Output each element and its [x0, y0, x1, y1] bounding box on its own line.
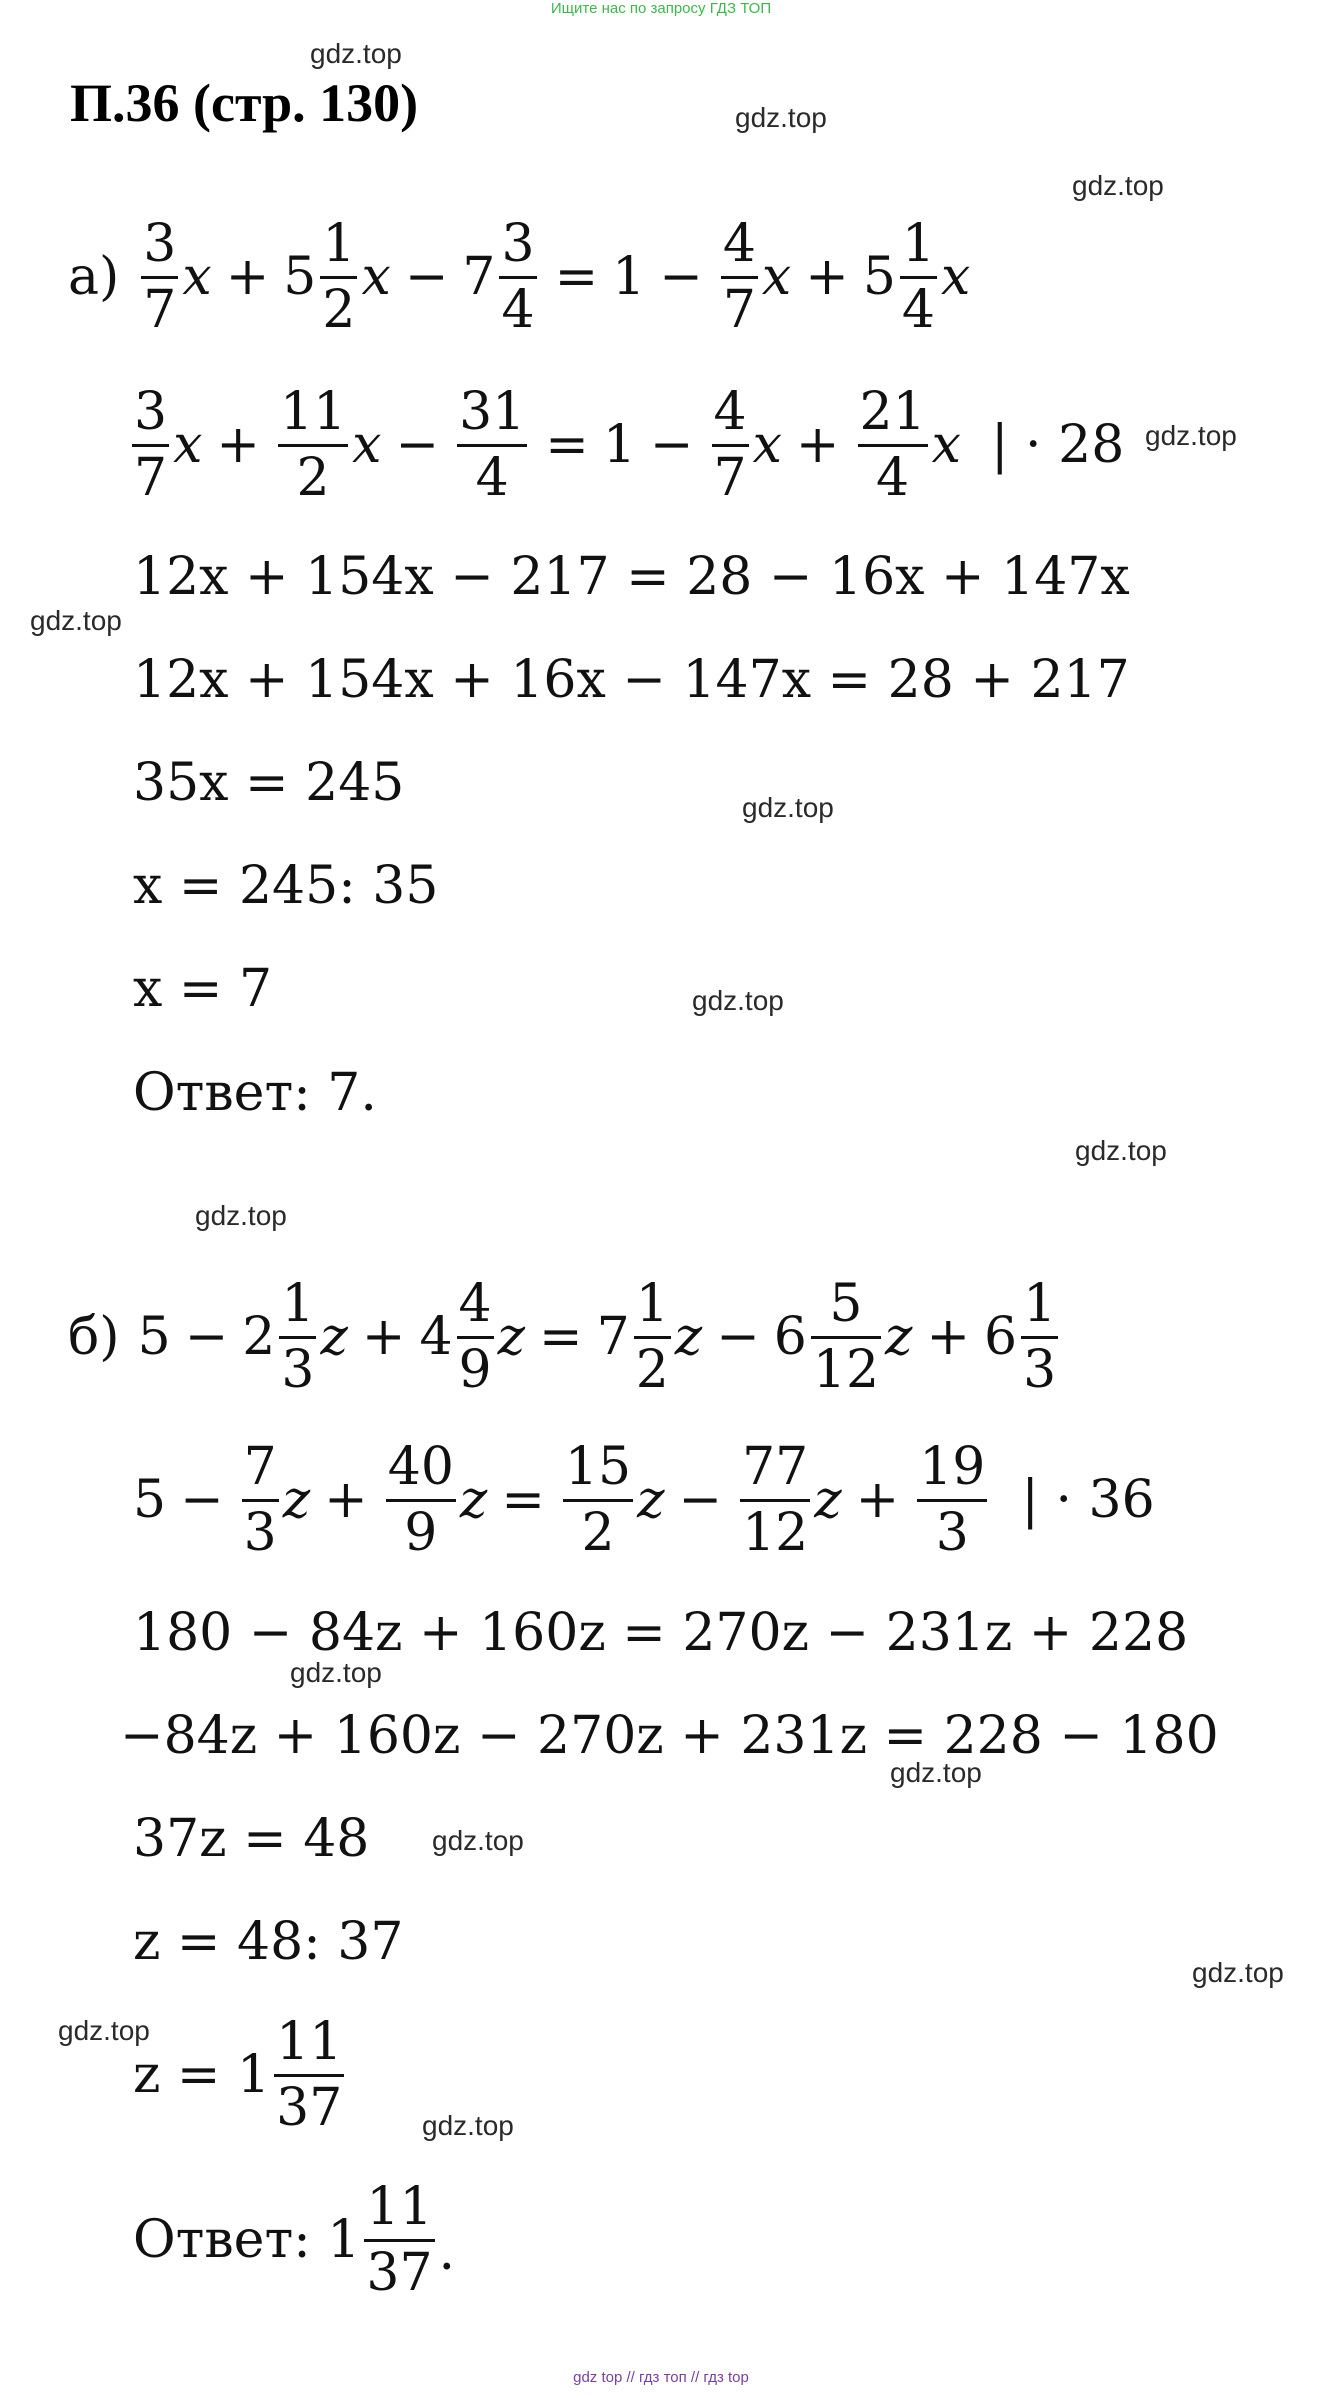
watermark: gdz.top [1145, 420, 1237, 451]
fraction: $\frac{1}{4}$ [901, 213, 936, 340]
page-title: П.36 (стр. 130) [70, 73, 419, 133]
fraction: $\frac{1}{2}$ [322, 213, 356, 340]
watermark: gdz.top [692, 985, 784, 1016]
watermark: gdz.top [735, 102, 827, 133]
fraction: $\frac{1}{3}$ [1023, 1273, 1057, 1400]
watermark: gdz.top [310, 38, 402, 69]
watermark: gdz.top [1075, 1135, 1167, 1166]
fraction: $\frac{31}{4}$ [459, 381, 526, 508]
fraction: $\frac{19}{3}$ [919, 1436, 986, 1563]
part-b-label: б) [68, 1307, 120, 1367]
part-a-label: а) [68, 247, 120, 307]
watermark: gdz.top [890, 1757, 982, 1788]
watermark: gdz.top [290, 1657, 382, 1688]
part-b-line-7: z = 1 $\frac{11}{37}$ [133, 2011, 343, 2138]
fraction: $\frac{11}{2}$ [280, 381, 347, 508]
fraction: $\frac{21}{4}$ [859, 381, 926, 508]
fraction: $\frac{7}{3}$ [243, 1436, 277, 1563]
part-a-line-6: x = 245: 35 [133, 856, 439, 916]
footer-watermark: gdz top // гдз топ // гдз top [573, 2369, 749, 2386]
watermark: gdz.top [1072, 170, 1164, 201]
watermark: gdz.top [742, 792, 834, 823]
part-a-line-5: 35x = 245 [133, 753, 405, 813]
part-a-equation-2: $\frac{3}{7}$ x + $\frac{11}{2}$ x − $\frac{31}{4}$ = 1 − $\frac{4}{7}$ x + $\frac{21}{4}$ x | · 28 [134, 381, 1125, 508]
fraction: $\frac{40}{9}$ [387, 1436, 454, 1563]
part-a-line-4: 12x + 154x + 16x − 147x = 28 + 217 [133, 650, 1130, 710]
fraction: $\frac{15}{2}$ [564, 1436, 632, 1563]
fraction: $\frac{77}{12}$ [742, 1436, 809, 1563]
part-b-equation-2: 5 − $\frac{7}{3}$ z + $\frac{40}{9}$ z = $\frac{15}{2}$ z − $\frac{77}{12}$ z + $\frac{19}{3}$ | · 36 [133, 1436, 1155, 1563]
watermark: gdz.top [30, 605, 122, 636]
fraction: $\frac{1}{2}$ [635, 1273, 669, 1400]
watermark: gdz.top [195, 1200, 287, 1231]
part-a-line-3: 12x + 154x − 217 = 28 − 16x + 147x [133, 547, 1130, 607]
fraction: $\frac{11}{37}$ [366, 2176, 433, 2303]
fraction: $\frac{4}{9}$ [458, 1273, 492, 1400]
part-b-line-3: 180 − 84z + 160z = 270z − 231z + 228 [133, 1603, 1189, 1663]
watermark: gdz.top [422, 2110, 514, 2141]
part-a-equation-1: а) $\frac{3}{7}$ x + 5 $\frac{1}{2}$ x − 7 $\frac{3}{4}$ = 1 − $\frac{4}{7}$ x + 5 $\frac{1}{4}$ x [68, 213, 971, 340]
fraction: $\frac{4}{7}$ [722, 213, 756, 340]
part-b-equation-1: б) 5 − 2 $\frac{1}{3}$ z + 4 $\frac{4}{9}$ z = 7 $\frac{1}{2}$ z − 6 $\frac{5}{12}$ z + 6 $\frac{1}{3}$ [68, 1273, 1057, 1400]
part-b-line-6: z = 48: 37 [133, 1912, 404, 1972]
fraction: $\frac{3}{7}$ [143, 213, 177, 340]
fraction: $\frac{3}{7}$ [134, 381, 168, 508]
fraction: $\frac{11}{37}$ [276, 2011, 343, 2138]
fraction: $\frac{1}{3}$ [281, 1273, 315, 1400]
part-b-line-4: −84z + 160z − 270z + 231z = 228 − 180 [120, 1706, 1219, 1766]
part-a-answer: Ответ: 7. [133, 1063, 377, 1123]
part-b-answer: Ответ: 1 $\frac{11}{37}$ . [133, 2176, 456, 2303]
fraction: $\frac{4}{7}$ [713, 381, 747, 508]
part-a-line-7: x = 7 [133, 959, 273, 1019]
part-b-line-5: 37z = 48 [133, 1809, 370, 1869]
watermark: gdz.top [58, 2015, 150, 2046]
watermark: gdz.top [1192, 1957, 1284, 1988]
fraction: $\frac{3}{4}$ [501, 213, 535, 340]
watermark: gdz.top [432, 1825, 524, 1856]
fraction: $\frac{5}{12}$ [812, 1273, 880, 1400]
top-banner: Ищите нас по запросу ГДЗ ТОП [550, 0, 772, 17]
